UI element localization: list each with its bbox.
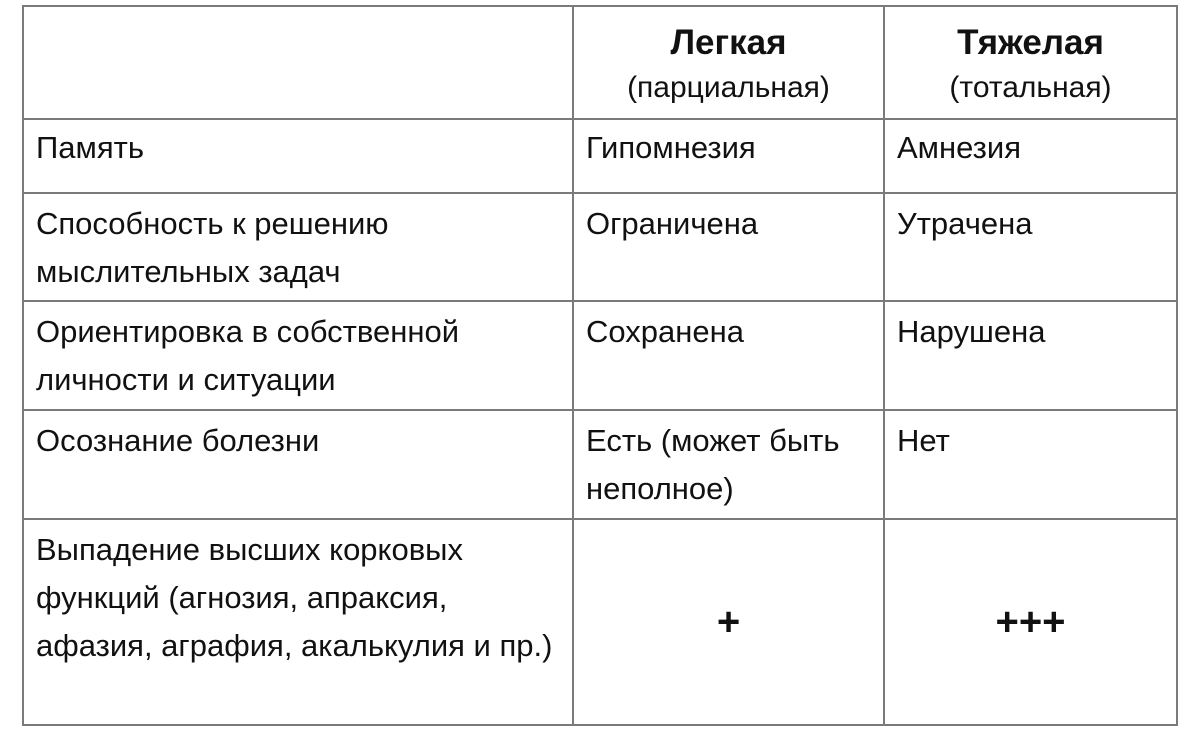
header-severe-subtitle: (тотальная) xyxy=(949,70,1112,104)
feature-cell: Память xyxy=(23,119,573,193)
header-blank-cell xyxy=(23,6,573,119)
header-mild-title: Легкая xyxy=(670,22,787,62)
severe-cell: Утрачена xyxy=(884,193,1177,301)
header-severe-title: Тяжелая xyxy=(957,22,1104,62)
table-row xyxy=(23,301,1177,410)
feature-cell: Осознание болезни xyxy=(23,410,573,519)
mild-cell: Ограничена xyxy=(573,193,884,301)
feature-cell: Способность к решению мыслительных задач xyxy=(23,193,573,301)
feature-cell: Выпадение высших корковых функций (агнозия, апраксия, афазия, аграфия, акалькулия и пр.) xyxy=(23,519,573,725)
mild-cell: Есть (может быть неполное) xyxy=(573,410,884,519)
header-severe-cell xyxy=(884,6,1177,119)
mild-cell: Гипомнезия xyxy=(573,119,884,193)
severe-cell: Амнезия xyxy=(884,119,1177,193)
comparison-table xyxy=(22,5,1178,726)
severe-cell: Нет xyxy=(884,410,1177,519)
table-row xyxy=(23,119,1177,193)
mild-cell: + xyxy=(573,519,884,725)
table-row xyxy=(23,410,1177,519)
header-mild-subtitle: (парциальная) xyxy=(627,70,830,104)
severe-cell: Нарушена xyxy=(884,301,1177,410)
table-header-row xyxy=(23,6,1177,119)
severe-cell: +++ xyxy=(884,519,1177,725)
header-mild-cell xyxy=(573,6,884,119)
feature-cell: Ориентировка в собственной личности и ситуации xyxy=(23,301,573,410)
table-row xyxy=(23,193,1177,301)
table-row xyxy=(23,519,1177,725)
mild-cell: Сохранена xyxy=(573,301,884,410)
